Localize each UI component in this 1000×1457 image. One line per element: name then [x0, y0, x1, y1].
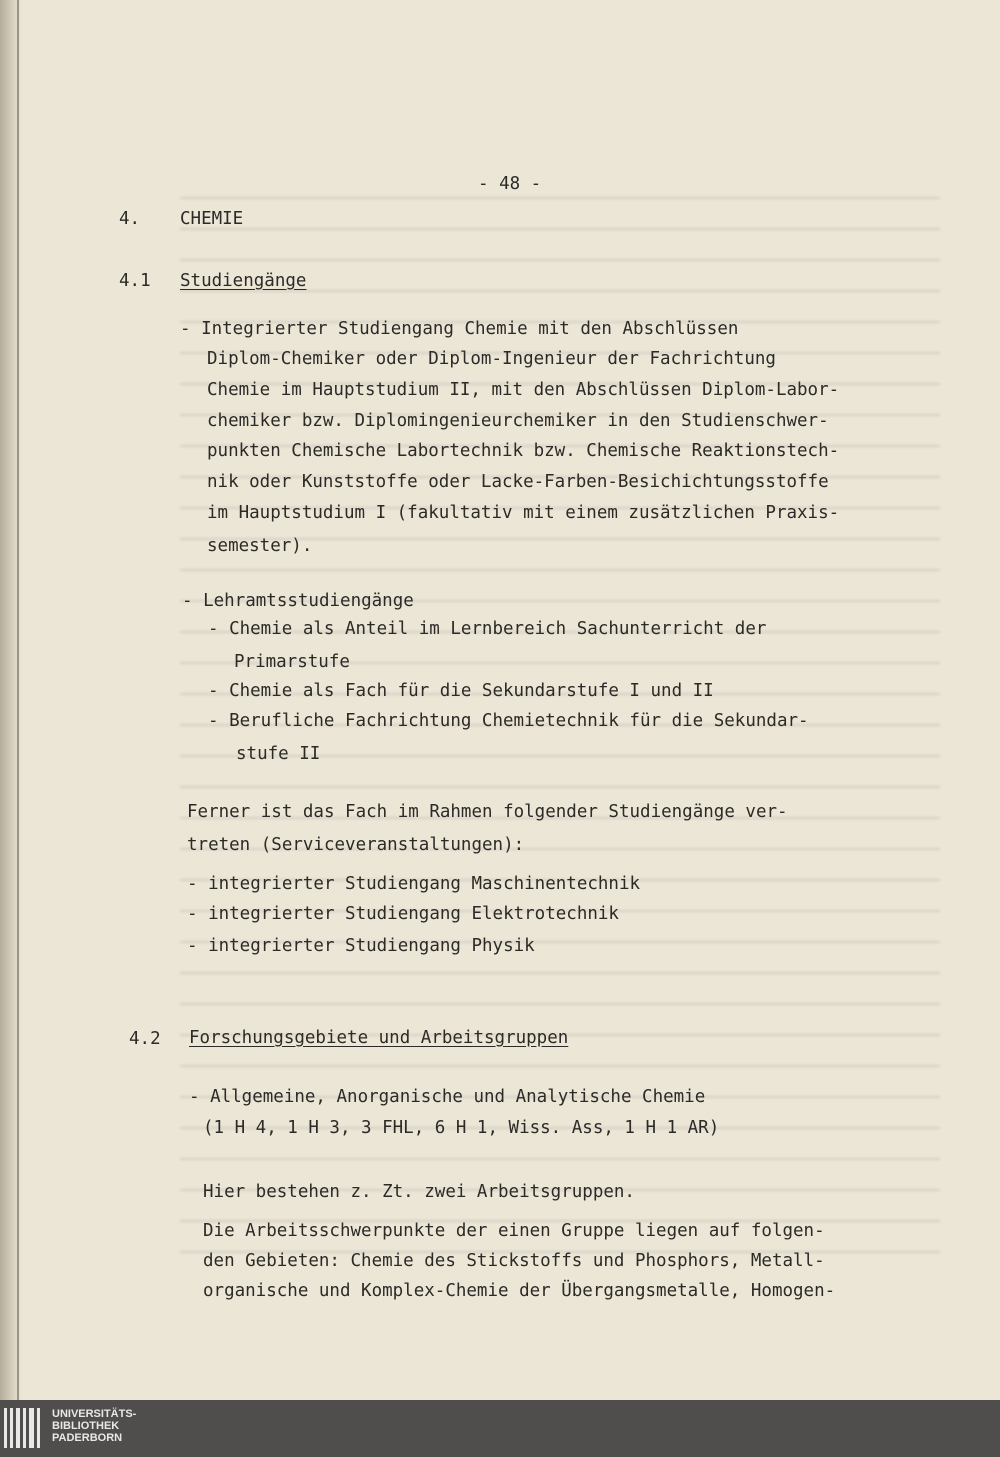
text-line: - Allgemeine, Anorganische und Analytische Chemie: [189, 1087, 706, 1107]
list-item: - integrierter Studiengang Maschinentechnik: [187, 874, 641, 894]
text-line: nik oder Kunststoffe oder Lacke-Farben-Besichichtungsstoffe: [207, 472, 829, 492]
library-logo-icon: [4, 1408, 42, 1448]
page-number: - 48 -: [478, 174, 542, 194]
text-line: punkten Chemische Labortechnik bzw. Chemische Reaktionstech-: [207, 441, 840, 461]
text-line: treten (Serviceveranstaltungen):: [187, 835, 525, 855]
section-title: Forschungsgebiete und Arbeitsgruppen: [189, 1028, 569, 1048]
text-line: den Gebieten: Chemie des Stickstoffs und Phosphors, Metall-: [203, 1251, 825, 1271]
text-line: im Hauptstudium I (fakultativ mit einem zusätzlichen Praxis-: [207, 503, 840, 523]
text-line: Ferner ist das Fach im Rahmen folgender Studiengänge ver-: [187, 802, 788, 822]
list-item: stufe II: [236, 744, 321, 764]
chapter-number: 4.: [119, 209, 141, 229]
list-item: - Berufliche Fachrichtung Chemietechnik für die Sekundar-: [208, 711, 809, 731]
list-item: - integrierter Studiengang Physik: [187, 936, 535, 956]
text-line: - Integrierter Studiengang Chemie mit den Abschlüssen: [180, 319, 739, 339]
list-item: - Chemie als Fach für die Sekundarstufe I und II: [208, 681, 714, 701]
text-line: chemiker bzw. Diplomingenieurchemiker in den Studienschwer-: [207, 411, 829, 431]
page-gutter-line: [17, 0, 19, 1400]
chapter-title: CHEMIE: [180, 209, 244, 229]
text-line: semester).: [207, 536, 313, 556]
text-line: Diplom-Chemiker oder Diplom-Ingenieur der Fachrichtung: [207, 349, 776, 369]
section-title: Studiengänge: [180, 271, 307, 291]
text-line: Die Arbeitsschwerpunkte der einen Gruppe liegen auf folgen-: [203, 1221, 825, 1241]
list-item: - Chemie als Anteil im Lernbereich Sachunterricht der: [208, 619, 767, 639]
list-item: Primarstufe: [234, 652, 350, 672]
library-footer-bar: [0, 1400, 1000, 1457]
section-number: 4.2: [129, 1029, 161, 1049]
text-line: (1 H 4, 1 H 3, 3 FHL, 6 H 1, Wiss. Ass, 1 H 1 AR): [203, 1118, 720, 1138]
paragraph: Hier bestehen z. Zt. zwei Arbeitsgruppen.: [203, 1182, 635, 1202]
list-item: - integrierter Studiengang Elektrotechnik: [187, 904, 619, 924]
section-number: 4.1: [119, 271, 151, 291]
text-line: organische und Komplex-Chemie der Übergangsmetalle, Homogen-: [203, 1281, 836, 1301]
list-heading: - Lehramtsstudiengänge: [182, 591, 414, 611]
text-line: Chemie im Hauptstudium II, mit den Abschlüssen Diplom-Labor-: [207, 380, 840, 400]
library-logo-text: UNIVERSITÄTS- BIBLIOTHEK PADERBORN: [52, 1408, 137, 1444]
